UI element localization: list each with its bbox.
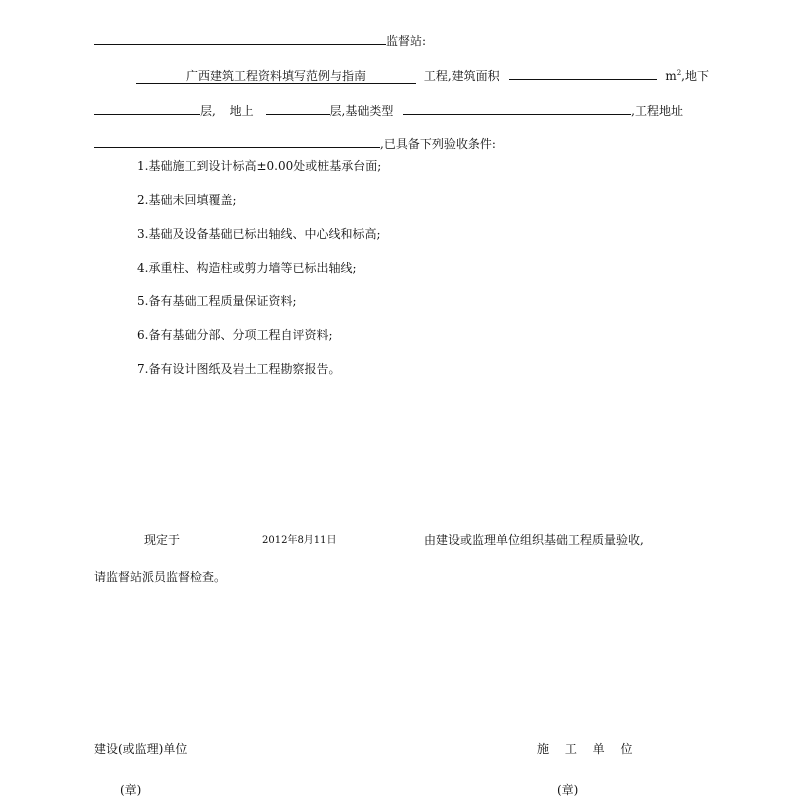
address-label: ,工程地址 [631,104,683,118]
right-seal-label: (章) [557,783,579,797]
station-blank [94,31,386,45]
station-line [94,31,426,49]
left-seal-label: (章) [120,783,142,797]
underground-floors-blank [94,101,200,115]
area-unit-sup: 2 [676,69,682,77]
condition-item: 3.基础及设备基础已标出轴线、中心线和标高; [137,227,381,241]
condition-item: 2.基础未回填覆盖; [137,193,237,207]
request-body: 由建设或监理单位组织基础工程质量验收, [424,533,644,547]
project-name: 广西建筑工程资料填写范例与指南 [185,69,366,83]
above-ground-floors-blank [266,101,330,115]
foundation-type-blank [403,101,631,115]
condition-item: 6.备有基础分部、分项工程自评资料; [137,328,333,342]
area-unit: m [665,69,677,83]
project-suffix: 工程,建筑面积 [423,69,500,83]
address-blank [94,134,380,148]
construction-unit-label: 建设(或监理)单位 [94,742,188,756]
floors-label: 层, [200,104,216,118]
address-line [94,134,496,152]
above-ground-label: 地上 [229,104,254,118]
project-line [136,65,709,84]
condition-item: 4.承重柱、构造柱或剪力墙等已标出轴线; [137,261,357,275]
conditions-label: ,已具备下列验收条件: [380,137,496,151]
floors-line [94,101,683,119]
condition-item: 7.备有设计图纸及岩土工程勘察报告。 [137,362,341,376]
inspection-date: 2012年8月11日 [262,535,337,546]
condition-item: 5.备有基础工程质量保证资料; [137,294,297,308]
request-line2: 请监督站派员监督检查。 [94,570,227,584]
project-name-field [136,69,416,84]
underground-label: ,地下 [681,69,709,83]
area-blank [509,66,657,80]
foundation-type-label: 层,基础类型 [329,104,394,118]
now-label: 现定于 [144,533,181,547]
condition-item: 1.基础施工到设计标高±0.00处或桩基承台面; [137,159,382,173]
station-label: 监督站: [386,34,427,48]
builder-unit-label: 施 工 单 位 [537,742,639,756]
